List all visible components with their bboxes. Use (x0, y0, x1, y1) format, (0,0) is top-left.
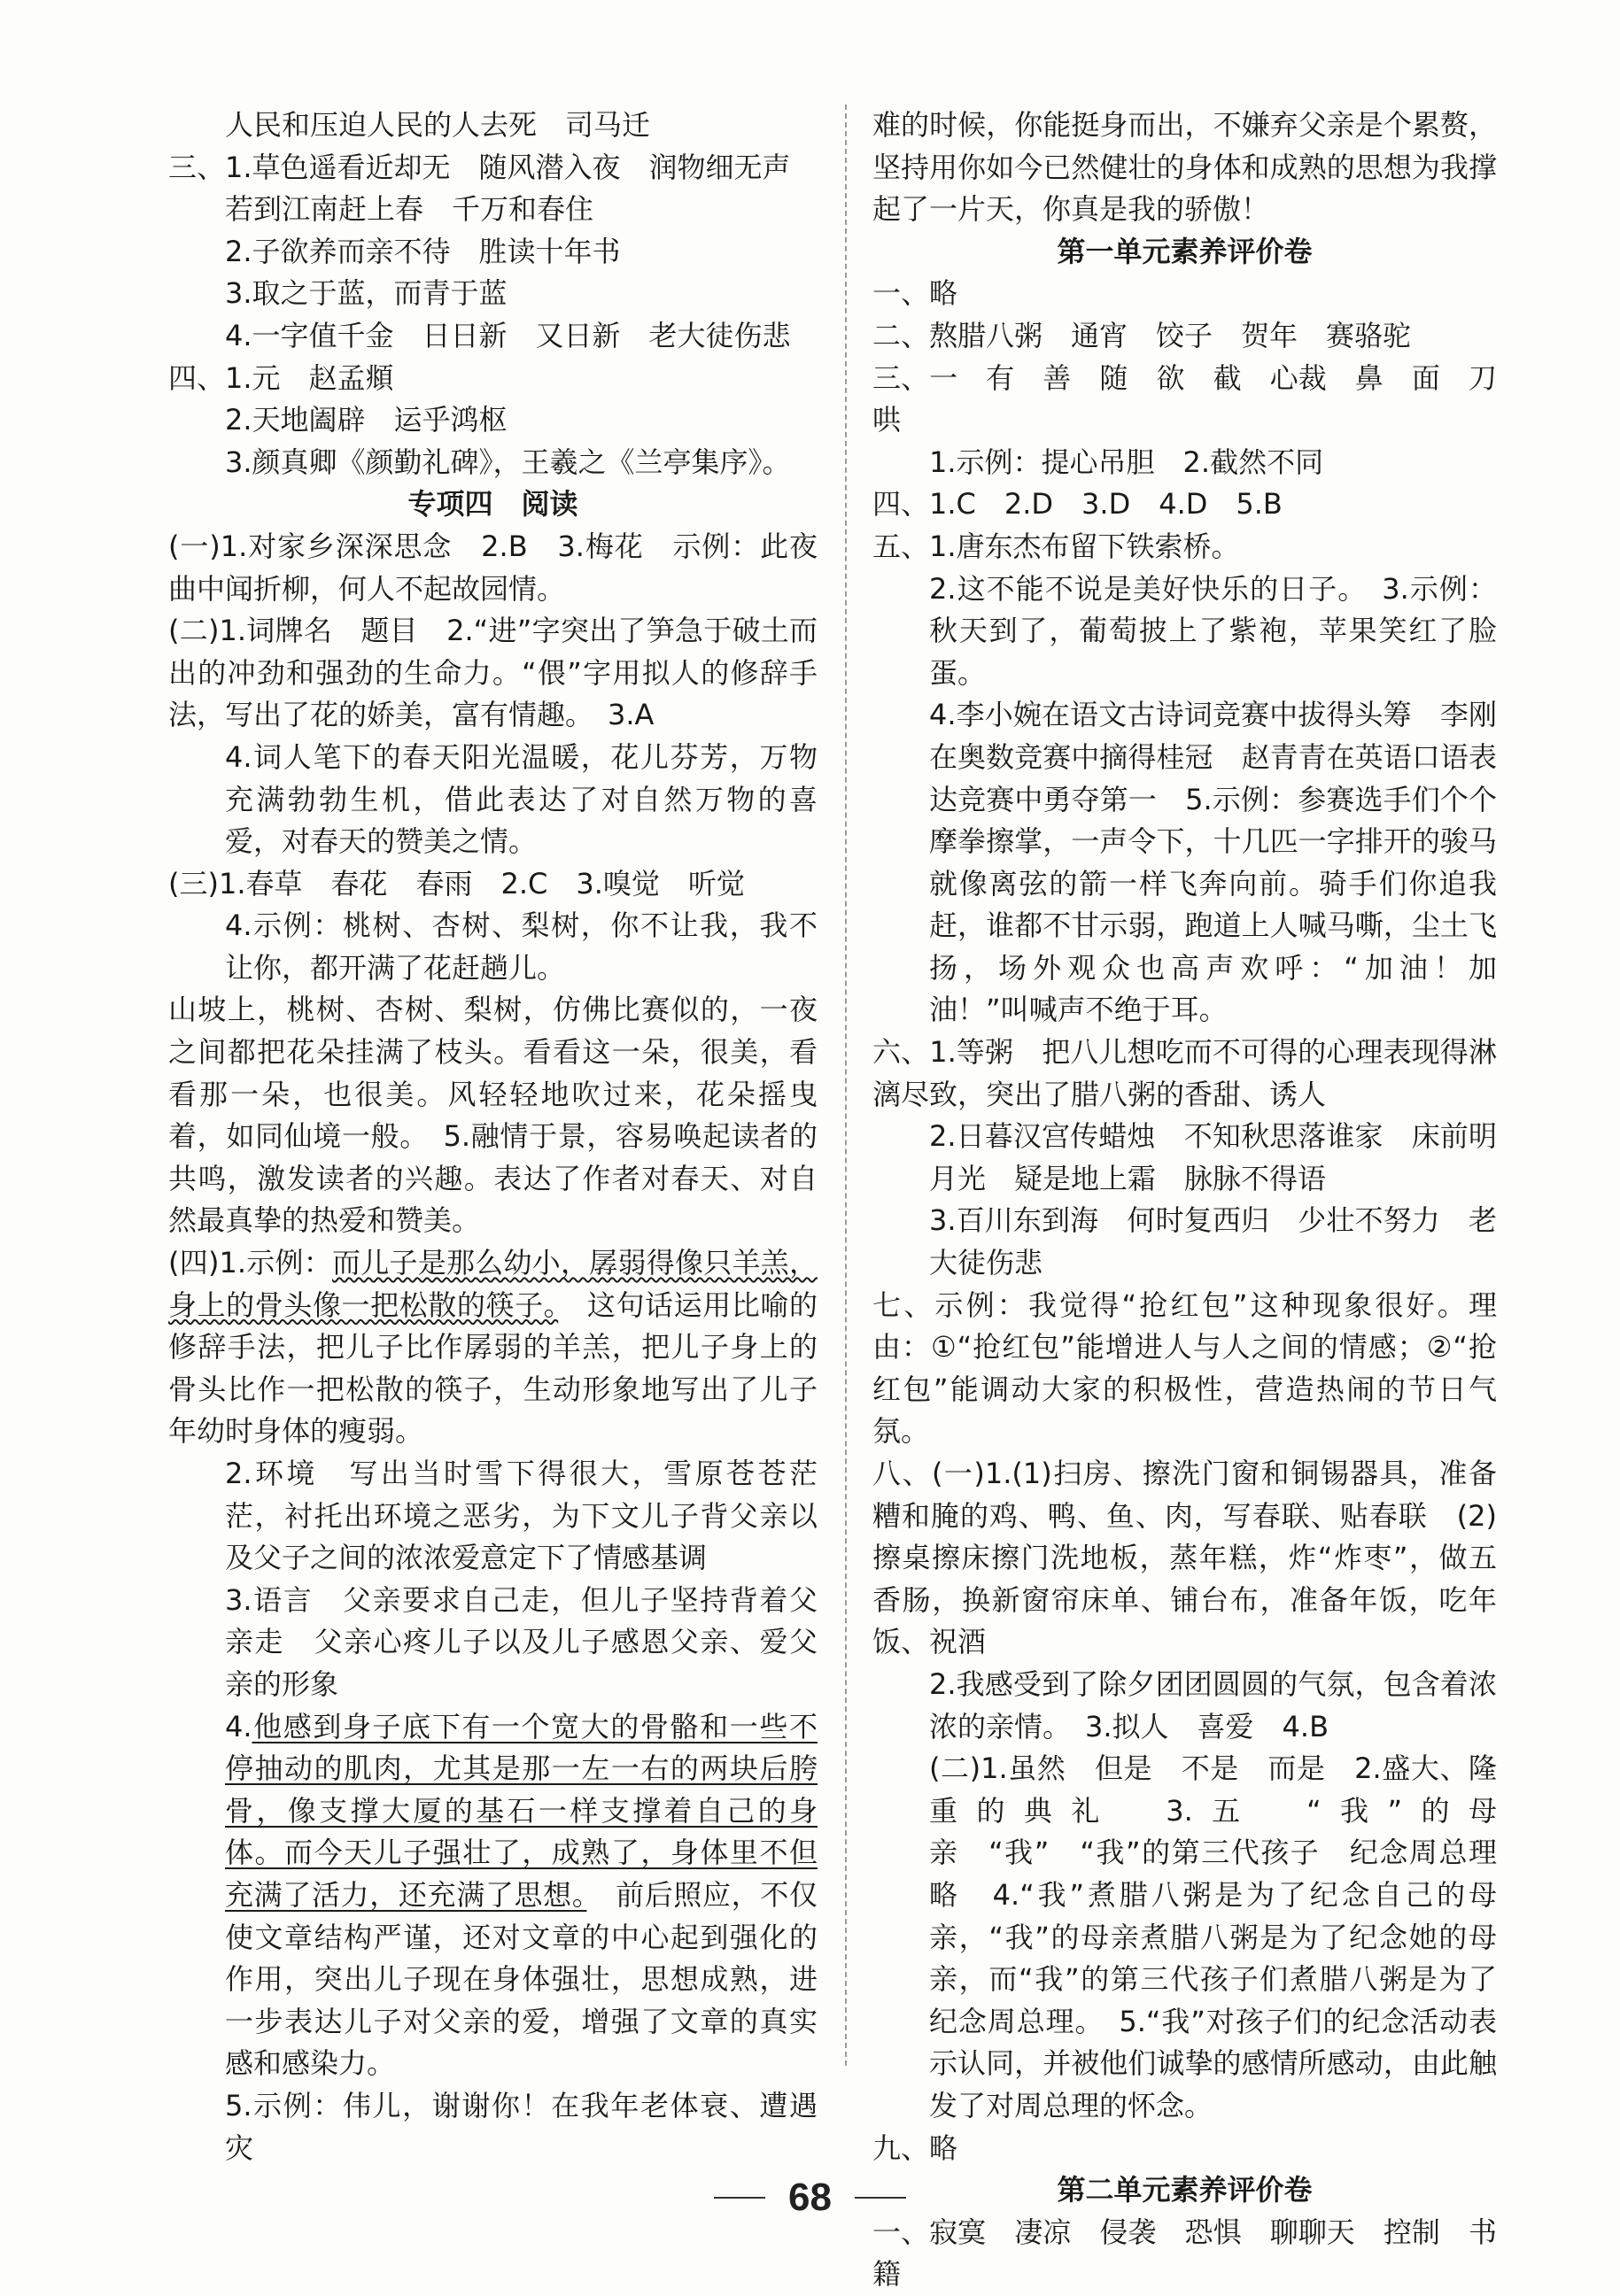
section-heading: 第二单元素养评价卷 (1057, 2173, 1313, 2207)
answer-paragraph: 4.示例：桃树、杏树、梨树，你不让我，我不让你，都开满了花赶趟儿。 (225, 908, 818, 985)
answer-line: 二、熬腊八粥 通宵 饺子 贺年 赛骆驼 (872, 318, 1412, 352)
column-divider (845, 104, 847, 2066)
answer-paragraph: 4.李小婉在语文古诗词竞赛中拔得头筹 李刚在奥数竞赛中摘得桂冠 赵青青在英语口语表达竞赛中勇夺第一 5.示例：参赛选手们个个摩拳擦掌，一声令下，十几匹一字排开的骏马就像离弦的箭一样飞奔向前。骑手们你追我赶，谁都不甘示弱，跑道上人喊马嘶，尘土飞扬，场外观众也高声欢呼：“加油！加油！”叫喊声不绝于耳。 (929, 698, 1497, 1027)
answer-paragraph: (一)1.对家乡深深思念 2.B 3.梅花 示例：此夜曲中闻折柳，何人不起故园情。 (168, 529, 818, 606)
wavy-underlined-quote: 而儿子是那么幼小，孱弱得像只羊羔，身上的骨头像一把松散的筷子。 (168, 1246, 818, 1322)
answer-paragraph: (二)1.词牌名 题目 2.“进”字突出了笋急于破土而出的冲劲和强劲的生命力。“偎”字用拟人的修辞手法，写出了花的娇美，富有情趣。 3.A (168, 614, 818, 732)
answer-line: 三、一 有 善 随 欲 截 心裁 鼻 面 刀哄 (872, 360, 1497, 437)
answer-paragraph: 2.这不能不说是美好快乐的日子。 3.示例：秋天到了，葡萄披上了紫袍，苹果笑红了脸蛋。 (929, 571, 1497, 690)
answer-line: 3.颜真卿《颜勤礼碑》，王羲之《兰亭集序》。 (225, 445, 791, 479)
answer-line: 2.子欲养而亲不待 胜读十年书 (225, 234, 621, 268)
page-footer (0, 2169, 1620, 2224)
right-column (872, 104, 1526, 2296)
answer-line: 3.取之于蓝，而青于蓝 (225, 276, 508, 311)
underlined-quote: 他感到身子底下有一个宽大的骨骼和一些不停抽动的肌肉，尤其是那一左一右的两块后胯骨，像支撑大厦的基石一样支撑着自己的身体。而今天儿子强壮了，成熟了，身体里不但充满了活力，还充满了思想。 (225, 1709, 818, 1912)
answer-text: 这句话运用比喻的修辞手法，把儿子比作孱弱的羊羔，把儿子身上的骨头比作一把松散的筷子，生动形象地写出了儿子年幼时身体的瘦弱。 (168, 1287, 818, 1449)
answer-line: 五、1.唐东杰布留下铁索桥。 (872, 529, 1240, 563)
footer-dash (714, 2197, 765, 2199)
answer-paragraph: 2.环境 写出当时雪下得很大，雪原苍苍茫茫，衬托出环境之恶劣，为下文儿子背父亲以及父子之间的浓浓爱意定下了情感基调 (225, 1457, 818, 1575)
answer-paragraph: 3.百川东到海 何时复西归 少壮不努力 老大徒伤悲 (929, 1203, 1497, 1280)
section-heading: 第一单元素养评价卷 (1057, 234, 1313, 268)
answer-paragraph: 六、1.等粥 把八儿想吃而不可得的心理表现得淋漓尽致，突出了腊八粥的香甜、诱人 (872, 1035, 1497, 1111)
answer-line: 1.示例：提心吊胆 2.截然不同 (929, 445, 1324, 479)
answer-line: 4.一字值千金 日日新 又日新 老大徒伤悲 (225, 318, 791, 352)
answer-paragraph: 5.示例：伟儿，谢谢你！在我年老体衰、遭遇灾 (225, 2088, 818, 2165)
answer-paragraph: 4.词人笔下的春天阳光温暖，花儿芬芳，万物充满勃勃生机，借此表达了对自然万物的喜爱，对春天的赞美之情。 (225, 739, 818, 859)
answer-line: 四、1.元 赵孟頫 (168, 360, 394, 395)
answer-paragraph (168, 1706, 818, 2085)
left-column (168, 104, 818, 2169)
answer-line: 人民和压迫人民的人去死 司马迁 (225, 108, 651, 142)
answer-line: 若到江南赶上春 千万和春住 (225, 192, 594, 227)
answer-paragraph: 2.我感受到了除夕团团圆圆的气氛，包含着浓浓的亲情。 3.拟人 喜爱 4.B (929, 1666, 1497, 1743)
answer-paragraph: (二)1.虽然 但是 不是 而是 2.盛大、隆重的典礼 3.五 “我”的母亲 “我” “我”的第三代孩子 纪念周总理 略 4.“我”煮腊八粥是为了纪念自己的母亲，“我”的母亲煮腊八粥是为了纪念她的母亲，而“我”的第三代孩子们煮腊八粥是为了纪念周总理。 5.“我”对孩子们的纪念活动表示认同，并被他们诚挚的感情所感动，由此触发了对周总理的怀念。 (929, 1751, 1526, 2122)
footer-dash (855, 2197, 906, 2199)
answer-line: 九、略 (872, 2130, 958, 2165)
answer-paragraph: 七、示例：我觉得“抢红包”这种现象很好。理由：①“抢红包”能增进人与人之间的情感；②“抢红包”能调动大家的积极性，营造热闹的节日气氛。 (872, 1287, 1497, 1449)
answer-paragraph: (三)1.春草 春花 春雨 2.C 3.嗅觉 听觉 (168, 866, 745, 901)
answer-label: (四)1.示例： (168, 1246, 332, 1280)
answer-label: 4. (225, 1709, 252, 1743)
answer-text: 前后照应，不仅使文章结构严谨，还对文章的中心起到强化的作用，突出儿子现在身体强壮，思想成熟，进一步表达儿子对父亲的爱，增强了文章的真实感和感染力。 (225, 1877, 818, 2081)
answer-line: 一、略 (872, 276, 958, 311)
answer-paragraph: 山坡上，桃树、杏树、梨树，仿佛比赛似的，一夜之间都把花朵挂满了枝头。看看这一朵，很美，看看那一朵，也很美。风轻轻地吹过来，花朵摇曳着，如同仙境一般。 5.融情于景，容易唤起读者的共鸣，激发读者的兴趣。表达了作者对春天、对自然最真挚的热爱和赞美。 (168, 993, 818, 1238)
answer-line: 2.天地阖辟 运乎鸿枢 (225, 403, 508, 437)
answer-line: 三、1.草色遥看近却无 随风潜入夜 润物细无声 (168, 150, 791, 184)
section-heading: 专项四 阅读 (407, 487, 578, 522)
answer-paragraph: 3.语言 父亲要求自己走，但儿子坚持背着父亲走 父亲心疼儿子以及儿子感恩父亲、爱父亲的形象 (225, 1582, 818, 1701)
answer-line: 四、1.C 2.D 3.D 4.D 5.B (872, 487, 1283, 522)
answer-paragraph (168, 1242, 818, 1453)
answer-paragraph: 难的时候，你能挺身而出，不嫌弃父亲是个累赘，坚持用你如今已然健壮的身体和成熟的思想为我撑起了一片天，你真是我的骄傲！ (872, 108, 1497, 227)
answer-paragraph: 2.日暮汉宫传蜡烛 不知秋思落谁家 床前明月光 疑是地上霜 脉脉不得语 (929, 1119, 1497, 1195)
answer-line: 一、寂寞 凄凉 侵袭 恐惧 聊聊天 控制 书籍 (872, 2215, 1497, 2292)
answer-paragraph: 八、(一)1.(1)扫房、擦洗门窗和铜锡器具，准备糟和腌的鸡、鸭、鱼、肉，写春联、贴春联 (2)擦桌擦床擦门洗地板，蒸年糕，炸“炸枣”，做五香肠，换新窗帘床单、铺台布，准备年饭，吃年饭、祝酒 (872, 1457, 1497, 1659)
page-number: 68 (788, 2176, 832, 2219)
